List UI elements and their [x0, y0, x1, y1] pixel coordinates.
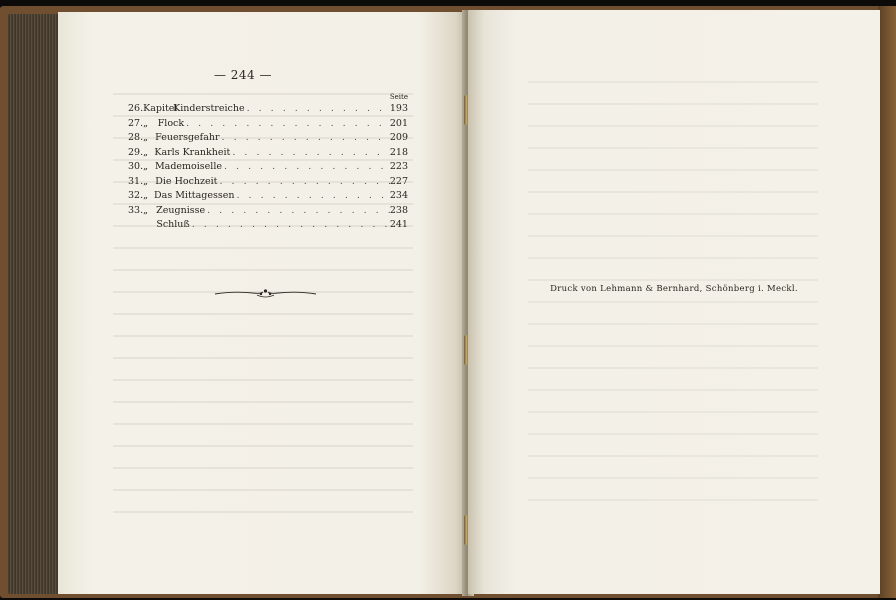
toc-entry-title: Zeugnisse	[156, 204, 206, 216]
toc-entry-title: Karls Krankheit	[154, 146, 231, 158]
toc-entry-kapitel: Kapitel.	[143, 103, 181, 114]
toc-entry-kapitel: „	[143, 204, 149, 216]
toc-entry-page: 193	[389, 103, 408, 114]
toc-entry-number: 26.	[128, 103, 144, 114]
page-block-edges	[8, 14, 60, 594]
toc-entry-number: 33.	[128, 204, 144, 216]
toc-entry-page: 238	[389, 204, 408, 216]
toc-entry-title: Flock	[157, 117, 185, 129]
printer-imprint: Druck von Lehmann & Bernhard, Schönberg i. Meckl.	[550, 284, 798, 294]
toc-entry-title: Kinderstreiche	[173, 103, 245, 114]
right-page	[468, 10, 880, 594]
toc-entry-page: 227	[389, 175, 408, 187]
toc-entry-number: 29.	[128, 146, 144, 158]
toc-entry-number: 32.	[128, 190, 144, 201]
toc-entry-page: 201	[389, 117, 408, 129]
toc-entry-number: 27.	[128, 117, 144, 129]
toc-entry-kapitel: „	[143, 146, 149, 158]
toc-column-header: Seite	[389, 93, 408, 101]
toc-entry-kapitel: „	[143, 132, 149, 143]
toc-entry-title: Das Mittagessen	[154, 190, 235, 201]
page-number: — 244 —	[213, 68, 273, 82]
toc-entry-page: 241	[389, 219, 408, 230]
toc-entry-number: 28.	[128, 132, 144, 143]
toc-entry-page: 234	[389, 190, 408, 201]
cover-edge-right	[878, 6, 896, 598]
toc-entry-page: 218	[389, 146, 408, 158]
toc-entry-title: Mademoiselle	[154, 161, 222, 172]
toc-entry-kapitel: „	[143, 190, 149, 201]
bleed-through-texture	[113, 82, 413, 522]
toc-entry-number: 30.	[128, 161, 144, 172]
toc-entry-kapitel: „	[143, 161, 149, 172]
toc-entry-title: Schluß	[156, 219, 190, 230]
toc-entry-kapitel: „	[143, 117, 149, 129]
toc-entry-title: Die Hochzeit	[155, 175, 218, 187]
toc-entry-kapitel: „	[143, 175, 149, 187]
left-page	[58, 12, 468, 594]
toc-entry-title: Feuersgefahr	[155, 132, 220, 143]
toc-entry-number: 31.	[128, 175, 144, 187]
bleed-through-texture	[528, 70, 818, 510]
toc-entry-page: 223	[389, 161, 408, 172]
toc-entry-page: 209	[389, 132, 408, 143]
